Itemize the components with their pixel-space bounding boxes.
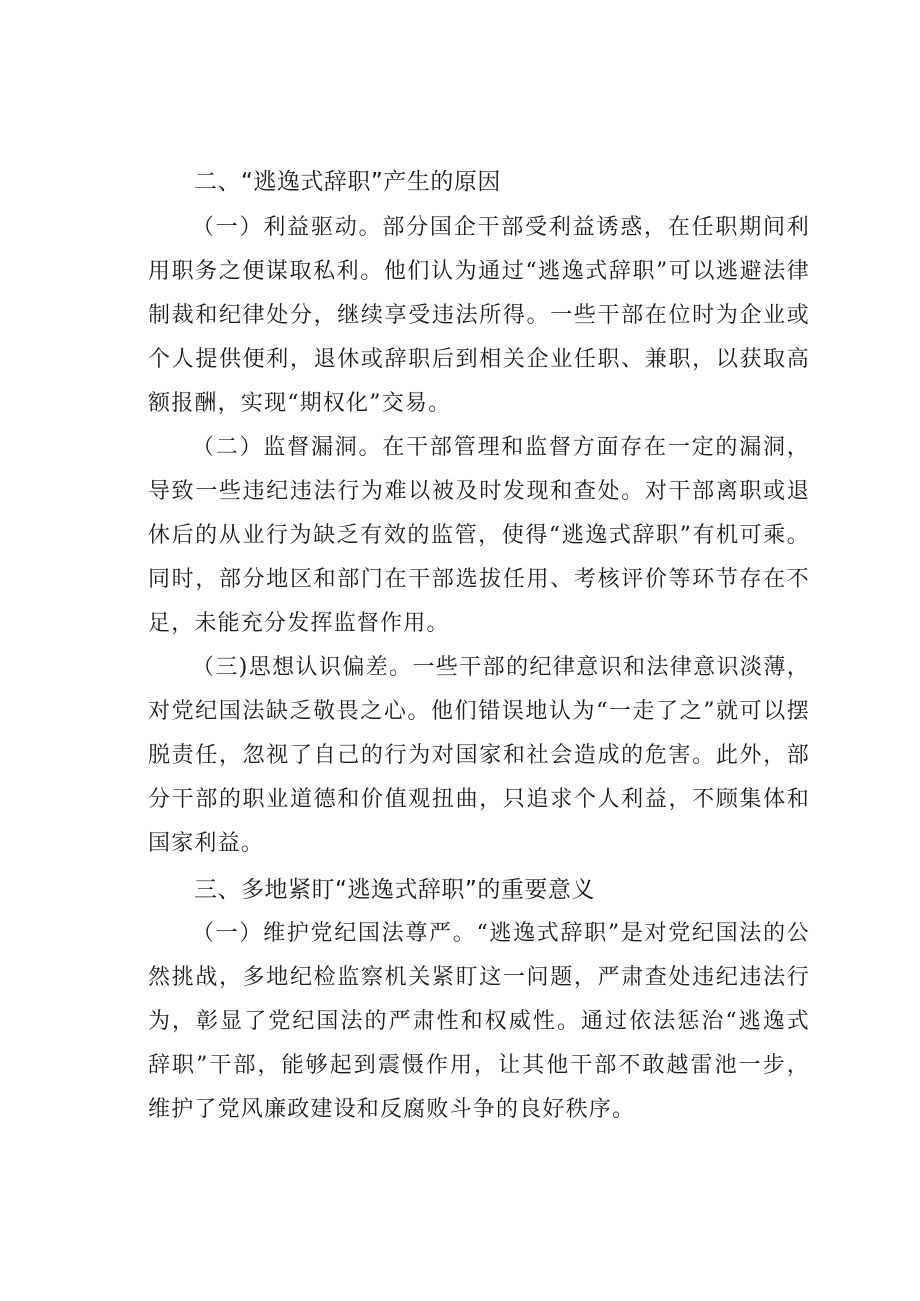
document-page xyxy=(148,160,810,1132)
paragraph-ideological-bias: （三)思想认识偏差。一些干部的纪律意识和法律意识淡薄，对党纪国法缺乏敬畏之心。他们错误地认为“一走了之”就可以摆脱责任，忽视了自己的行为对国家和社会造成的危害。此外，部分干部的职业道德和价值观扭曲，只追求个人利益，不顾集体和国家利益。 xyxy=(148,655,810,856)
section-heading-significance: 三、多地紧盯“逃逸式辞职”的重要意义 xyxy=(194,877,595,903)
section-heading-causes: 二、“逃逸式辞职”产生的原因 xyxy=(194,169,501,195)
paragraph-interest-driven: （一）利益驱动。部分国企干部受利益诱惑，在任职期间利用职务之便谋取私利。他们认为通过“逃逸式辞职”可以逃避法律制裁和纪律处分，继续享受违法所得。一些干部在位时为企业或个人提供便利，退休或辞职后到相关企业任职、兼职，以获取高额报酬，实现“期权化”交易。 xyxy=(148,215,810,416)
paragraph-supervision-gaps: （二）监督漏洞。在干部管理和监督方面存在一定的漏洞，导致一些违纪违法行为难以被及时发现和查处。对干部离职或退休后的从业行为缺乏有效的监管，使得“逃逸式辞职”有机可乘。同时，部分地区和部门在干部选拔任用、考核评价等环节存在不足，未能充分发挥监督作用。 xyxy=(148,435,810,636)
paragraph-maintain-dignity: （一）维护党纪国法尊严。“逃逸式辞职”是对党纪国法的公然挑战，多地纪检监察机关紧盯这一问题，严肃查处违纪违法行为，彰显了党纪国法的严肃性和权威性。通过依法惩治“逃逸式辞职”干部，能够起到震慑作用，让其他干部不敢越雷池一步，维护了党风廉政建设和反腐败斗争的良好秩序。 xyxy=(148,921,810,1122)
